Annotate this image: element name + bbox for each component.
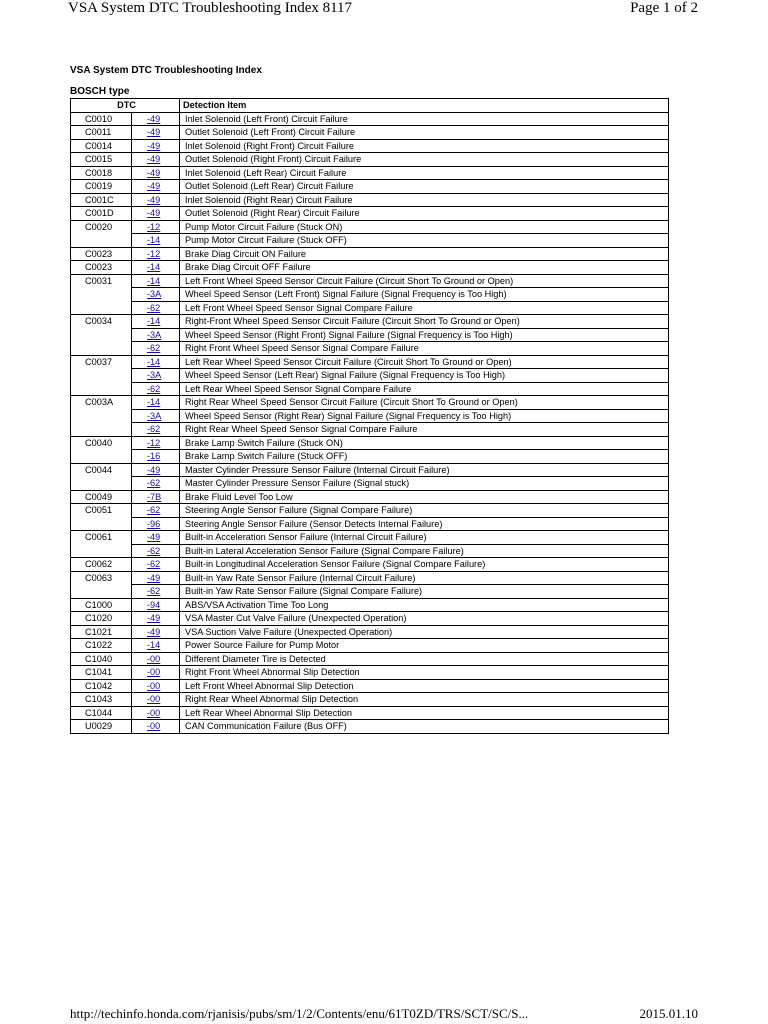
detection-item: Right Rear Wheel Abnormal Slip Detection	[180, 693, 669, 707]
dtc-code: C0051	[71, 504, 132, 531]
dtc-subcode-cell	[132, 490, 180, 504]
dtc-subcode-link[interactable]: -49	[147, 208, 161, 218]
detection-item: CAN Communication Failure (Bus OFF)	[180, 720, 669, 734]
dtc-subcode-cell	[132, 166, 180, 180]
detection-item: Outlet Solenoid (Left Rear) Circuit Failure	[180, 180, 669, 194]
dtc-code: C001D	[71, 207, 132, 221]
dtc-code: C0031	[71, 274, 132, 315]
table-row	[71, 693, 669, 707]
dtc-subcode-link[interactable]: -96	[147, 518, 161, 529]
dtc-code: C0020	[71, 220, 132, 247]
dtc-subcode-link[interactable]: -62	[147, 424, 161, 434]
detection-item: Wheel Speed Sensor (Left Rear) Signal Failure (Signal Frequency is Too High)	[180, 369, 669, 383]
dtc-subcode-cell	[132, 382, 180, 396]
dtc-subcode-link[interactable]: -00	[147, 653, 161, 664]
dtc-subcode-link[interactable]: -49	[147, 113, 161, 124]
detection-item: Left Front Wheel Abnormal Slip Detection	[180, 679, 669, 693]
dtc-subcode-cell	[132, 463, 180, 477]
detection-item: Inlet Solenoid (Right Front) Circuit Failure	[180, 139, 669, 153]
dtc-subcode-link[interactable]: -14	[147, 235, 161, 245]
dtc-subcode-cell	[132, 180, 180, 194]
detection-item: Right Front Wheel Speed Sensor Signal Compare Failure	[180, 342, 669, 356]
dtc-subcode-link[interactable]: -62	[147, 586, 161, 596]
dtc-code: C0019	[71, 180, 132, 194]
dtc-code: C001C	[71, 193, 132, 207]
table-row	[71, 112, 669, 126]
detection-item-header: Detection Item	[180, 99, 669, 113]
dtc-subcode-link[interactable]: -49	[147, 532, 161, 542]
table-row	[71, 639, 669, 653]
table-row	[71, 301, 669, 315]
dtc-code: C1044	[71, 706, 132, 720]
detection-item: Built-in Yaw Rate Sensor Failure (Signal Compare Failure)	[180, 585, 669, 599]
detection-item: Master Cylinder Pressure Sensor Failure (Internal Circuit Failure)	[180, 463, 669, 477]
detection-item: Outlet Solenoid (Right Front) Circuit Failure	[180, 153, 669, 167]
dtc-code: C0049	[71, 490, 132, 504]
dtc-code: C0023	[71, 261, 132, 275]
dtc-code: C0010	[71, 112, 132, 126]
dtc-subcode-cell	[132, 598, 180, 612]
dtc-subcode-cell	[132, 517, 180, 531]
dtc-subcode-cell	[132, 585, 180, 599]
dtc-subcode-cell	[132, 126, 180, 140]
table-row	[71, 247, 669, 261]
table-row	[71, 450, 669, 464]
table-row	[71, 355, 669, 369]
table-row	[71, 666, 669, 680]
dtc-subcode-cell	[132, 112, 180, 126]
table-row	[71, 558, 669, 572]
table-header-row	[71, 99, 669, 113]
table-row	[71, 166, 669, 180]
detection-item: Left Rear Wheel Speed Sensor Signal Compare Failure	[180, 382, 669, 396]
table-row	[71, 180, 669, 194]
dtc-subcode-link[interactable]: -00	[147, 694, 161, 704]
detection-item: Wheel Speed Sensor (Right Front) Signal Failure (Signal Frequency is Too High)	[180, 328, 669, 342]
detection-item: Right Front Wheel Abnormal Slip Detection	[180, 666, 669, 680]
dtc-subcode-link[interactable]: -49	[147, 464, 161, 475]
dtc-subcode-cell	[132, 571, 180, 585]
dtc-code: C1020	[71, 612, 132, 626]
dtc-subcode-cell	[132, 288, 180, 302]
dtc-subcode-link[interactable]: -49	[147, 572, 161, 583]
dtc-subcode-link[interactable]: -3A	[147, 289, 162, 299]
detection-item: Wheel Speed Sensor (Right Rear) Signal Failure (Signal Frequency is Too High)	[180, 409, 669, 423]
dtc-subcode-link[interactable]: -62	[147, 343, 161, 353]
dtc-code: C0037	[71, 355, 132, 396]
dtc-subcode-cell	[132, 720, 180, 734]
dtc-subcode-cell	[132, 625, 180, 639]
table-row	[71, 504, 669, 518]
dtc-code: C0018	[71, 166, 132, 180]
detection-item: Built-in Yaw Rate Sensor Failure (Internal Circuit Failure)	[180, 571, 669, 585]
table-row	[71, 234, 669, 248]
dtc-subcode-cell	[132, 423, 180, 437]
dtc-code: C0034	[71, 315, 132, 356]
dtc-subcode-link[interactable]: -62	[147, 383, 161, 394]
table-row	[71, 544, 669, 558]
dtc-subcode-cell	[132, 193, 180, 207]
dtc-subcode-cell	[132, 247, 180, 261]
dtc-code: C1041	[71, 666, 132, 680]
detection-item: Left Front Wheel Speed Sensor Signal Compare Failure	[180, 301, 669, 315]
detection-item: Brake Diag Circuit OFF Failure	[180, 261, 669, 275]
table-row	[71, 126, 669, 140]
dtc-subcode-link[interactable]: -62	[147, 478, 161, 488]
detection-item: Inlet Solenoid (Right Rear) Circuit Failure	[180, 193, 669, 207]
detection-item: Different Diameter Tire is Detected	[180, 652, 669, 666]
dtc-subcode-link[interactable]: -00	[147, 707, 161, 718]
table-row	[71, 436, 669, 450]
table-row	[71, 315, 669, 329]
dtc-subcode-cell	[132, 558, 180, 572]
table-row	[71, 193, 669, 207]
dtc-subcode-link[interactable]: -14	[147, 275, 161, 286]
document-title: VSA System DTC Troubleshooting Index	[70, 65, 262, 76]
dtc-subcode-link[interactable]: -49	[147, 194, 161, 205]
dtc-code: C0015	[71, 153, 132, 167]
footer-date: 2015.01.10	[639, 1006, 698, 1021]
dtc-subcode-link[interactable]: -49	[147, 613, 161, 623]
dtc-subcode-cell	[132, 504, 180, 518]
table-row	[71, 477, 669, 491]
dtc-subcode-cell	[132, 139, 180, 153]
dtc-subcode-cell	[132, 342, 180, 356]
dtc-subcode-link[interactable]: -49	[147, 181, 161, 191]
dtc-subcode-cell	[132, 436, 180, 450]
dtc-subcode-cell	[132, 706, 180, 720]
detection-item: Built-in Acceleration Sensor Failure (Internal Circuit Failure)	[180, 531, 669, 545]
dtc-subcode-cell	[132, 544, 180, 558]
dtc-subcode-link[interactable]: -62	[147, 302, 161, 313]
table-row	[71, 571, 669, 585]
detection-item: Pump Motor Circuit Failure (Stuck OFF)	[180, 234, 669, 248]
detection-item: Left Front Wheel Speed Sensor Circuit Failure (Circuit Short To Ground or Open)	[180, 274, 669, 288]
table-row	[71, 517, 669, 531]
table-row	[71, 274, 669, 288]
dtc-subcode-link[interactable]: -14	[147, 356, 161, 367]
table-row	[71, 409, 669, 423]
detection-item: Right-Front Wheel Speed Sensor Circuit Failure (Circuit Short To Ground or Open)	[180, 315, 669, 329]
table-row	[71, 139, 669, 153]
dtc-subcode-cell	[132, 652, 180, 666]
dtc-subcode-cell	[132, 274, 180, 288]
table-row	[71, 598, 669, 612]
dtc-code: U0029	[71, 720, 132, 734]
table-row	[71, 585, 669, 599]
table-row	[71, 382, 669, 396]
dtc-subcode-cell	[132, 409, 180, 423]
dtc-code: C1022	[71, 639, 132, 653]
table-row	[71, 652, 669, 666]
table-row	[71, 328, 669, 342]
dtc-subcode-link[interactable]: -3A	[147, 410, 162, 421]
dtc-subcode-cell	[132, 207, 180, 221]
dtc-subcode-cell	[132, 450, 180, 464]
dtc-subcode-cell	[132, 477, 180, 491]
dtc-subcode-link[interactable]: -94	[147, 599, 161, 610]
dtc-table-body	[71, 112, 669, 733]
detection-item: Brake Diag Circuit ON Failure	[180, 247, 669, 261]
dtc-subcode-cell	[132, 666, 180, 680]
dtc-code: C0044	[71, 463, 132, 490]
footer-url: http://techinfo.honda.com/rjanisis/pubs/sm/1/2/Contents/enu/61T0ZD/TRS/SCT/SC/S...	[70, 1006, 529, 1021]
dtc-subcode-cell	[132, 301, 180, 315]
detection-item: Steering Angle Sensor Failure (Sensor Detects Internal Failure)	[180, 517, 669, 531]
dtc-subcode-cell	[132, 612, 180, 626]
dtc-subcode-cell	[132, 693, 180, 707]
dtc-subcode-cell	[132, 328, 180, 342]
table-row	[71, 220, 669, 234]
dtc-subcode-link[interactable]: -14	[147, 316, 161, 326]
detection-item: ABS/VSA Activation Time Too Long	[180, 598, 669, 612]
dtc-subcode-link[interactable]: -12	[147, 248, 161, 259]
dtc-subcode-link[interactable]: -62	[147, 559, 161, 569]
type-label: BOSCH type	[70, 86, 130, 97]
dtc-subcode-link[interactable]: -49	[147, 167, 161, 178]
table-row	[71, 423, 669, 437]
dtc-code: C1000	[71, 598, 132, 612]
detection-item: Brake Lamp Switch Failure (Stuck OFF)	[180, 450, 669, 464]
dtc-subcode-link[interactable]: -00	[147, 680, 161, 691]
detection-item: Left Rear Wheel Speed Sensor Circuit Failure (Circuit Short To Ground or Open)	[180, 355, 669, 369]
dtc-code: C0063	[71, 571, 132, 598]
detection-item: Inlet Solenoid (Left Front) Circuit Failure	[180, 112, 669, 126]
dtc-code: C0061	[71, 531, 132, 558]
dtc-subcode-link[interactable]: -00	[147, 721, 161, 731]
detection-item: Wheel Speed Sensor (Left Front) Signal Failure (Signal Frequency is Too High)	[180, 288, 669, 302]
table-row	[71, 288, 669, 302]
dtc-subcode-link[interactable]: -62	[147, 545, 161, 556]
dtc-header: DTC	[71, 99, 180, 113]
table-row	[71, 369, 669, 383]
dtc-subcode-link[interactable]: -62	[147, 505, 161, 515]
table-row	[71, 396, 669, 410]
dtc-code: C0040	[71, 436, 132, 463]
dtc-subcode-link[interactable]: -12	[147, 437, 161, 448]
dtc-subcode-cell	[132, 220, 180, 234]
dtc-subcode-cell	[132, 153, 180, 167]
table-row	[71, 342, 669, 356]
table-row	[71, 463, 669, 477]
dtc-subcode-link[interactable]: -14	[147, 262, 161, 272]
detection-item: Right Rear Wheel Speed Sensor Signal Compare Failure	[180, 423, 669, 437]
detection-item: Power Source Failure for Pump Motor	[180, 639, 669, 653]
dtc-subcode-cell	[132, 261, 180, 275]
table-row	[71, 612, 669, 626]
dtc-subcode-cell	[132, 679, 180, 693]
dtc-code: C1042	[71, 679, 132, 693]
detection-item: Master Cylinder Pressure Sensor Failure (Signal stuck)	[180, 477, 669, 491]
detection-item: Built-in Longitudinal Acceleration Sensor Failure (Signal Compare Failure)	[180, 558, 669, 572]
dtc-subcode-link[interactable]: -49	[147, 626, 161, 637]
detection-item: Pump Motor Circuit Failure (Stuck ON)	[180, 220, 669, 234]
detection-item: VSA Suction Valve Failure (Unexpected Operation)	[180, 625, 669, 639]
dtc-subcode-cell	[132, 531, 180, 545]
dtc-subcode-link[interactable]: -7B	[147, 491, 162, 502]
dtc-code: C0062	[71, 558, 132, 572]
page-header-title: VSA System DTC Troubleshooting Index 8117	[68, 0, 353, 16]
dtc-code: C003A	[71, 396, 132, 437]
table-row	[71, 679, 669, 693]
dtc-subcode-cell	[132, 234, 180, 248]
table-row	[71, 706, 669, 720]
dtc-subcode-cell	[132, 315, 180, 329]
dtc-subcode-cell	[132, 369, 180, 383]
table-row	[71, 261, 669, 275]
dtc-table	[70, 98, 669, 734]
dtc-subcode-link[interactable]: -14	[147, 640, 161, 650]
detection-item: Brake Lamp Switch Failure (Stuck ON)	[180, 436, 669, 450]
dtc-code: C1043	[71, 693, 132, 707]
dtc-code: C0023	[71, 247, 132, 261]
detection-item: Left Rear Wheel Abnormal Slip Detection	[180, 706, 669, 720]
detection-item: Outlet Solenoid (Left Front) Circuit Failure	[180, 126, 669, 140]
dtc-subcode-link[interactable]: -3A	[147, 370, 162, 380]
table-row	[71, 207, 669, 221]
dtc-subcode-link[interactable]: -3A	[147, 329, 162, 340]
dtc-subcode-link[interactable]: -49	[147, 140, 161, 151]
dtc-code: C0014	[71, 139, 132, 153]
detection-item: Inlet Solenoid (Left Rear) Circuit Failure	[180, 166, 669, 180]
dtc-subcode-link[interactable]: -00	[147, 667, 161, 677]
dtc-code: C1040	[71, 652, 132, 666]
dtc-subcode-link[interactable]: -12	[147, 221, 161, 232]
table-row	[71, 531, 669, 545]
page-number: Page 1 of 2	[630, 0, 698, 16]
table-row	[71, 153, 669, 167]
dtc-subcode-link[interactable]: -14	[147, 397, 161, 407]
detection-item: VSA Master Cut Valve Failure (Unexpected Operation)	[180, 612, 669, 626]
table-row	[71, 490, 669, 504]
detection-item: Right Rear Wheel Speed Sensor Circuit Failure (Circuit Short To Ground or Open)	[180, 396, 669, 410]
detection-item: Built-in Lateral Acceleration Sensor Failure (Signal Compare Failure)	[180, 544, 669, 558]
dtc-subcode-link[interactable]: -16	[147, 451, 161, 461]
detection-item: Outlet Solenoid (Right Rear) Circuit Failure	[180, 207, 669, 221]
detection-item: Steering Angle Sensor Failure (Signal Compare Failure)	[180, 504, 669, 518]
dtc-subcode-cell	[132, 396, 180, 410]
detection-item: Brake Fluid Level Too Low	[180, 490, 669, 504]
dtc-code: C0011	[71, 126, 132, 140]
table-row	[71, 720, 669, 734]
table-row	[71, 625, 669, 639]
dtc-subcode-cell	[132, 355, 180, 369]
dtc-subcode-link[interactable]: -49	[147, 154, 161, 164]
dtc-subcode-cell	[132, 639, 180, 653]
dtc-subcode-link[interactable]: -49	[147, 127, 161, 137]
dtc-code: C1021	[71, 625, 132, 639]
